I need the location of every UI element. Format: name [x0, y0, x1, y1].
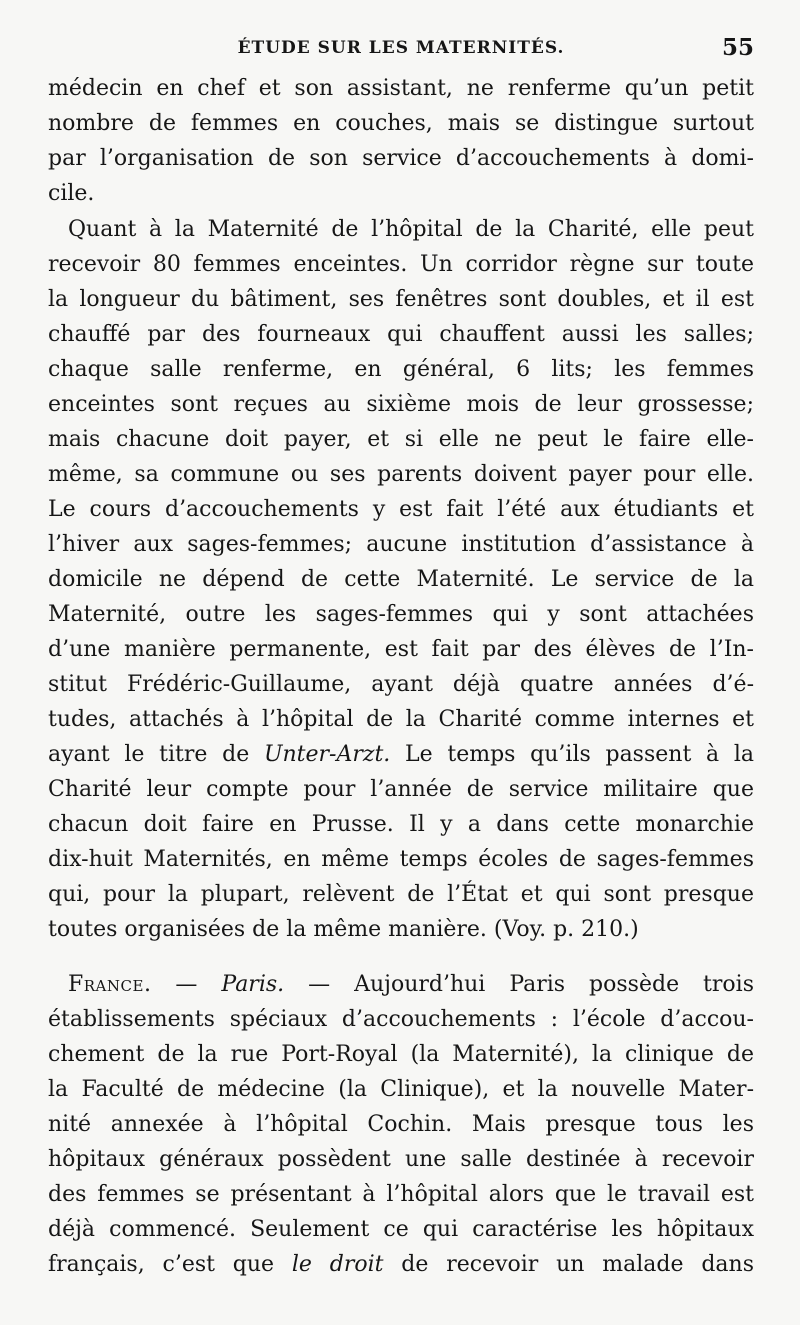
line-segment: de recevoir un malade dans — [383, 1252, 754, 1277]
country-heading: France. — [68, 972, 152, 997]
text-line: des femmes se présentant à l’hôpital alors que le travail est — [48, 1182, 754, 1207]
text-line: établissements spéciaux d’accouchements : l’école d’accou- — [48, 1007, 754, 1032]
line-segment: français, c’est que — [48, 1252, 292, 1277]
line-segment: Le temps qu’ils passent à la — [390, 742, 754, 767]
running-title: ÉTUDE SUR LES MATERNITÉS. — [237, 38, 565, 58]
text-line — [48, 1248, 754, 1282]
text-line: domicile ne dépend de cette Maternité. Le service de la — [48, 567, 754, 592]
text-line: médecin en chef et son assistant, ne renferme qu’un petit — [48, 76, 754, 101]
text-line: qui, pour la plupart, relèvent de l’État et qui sont presque — [48, 882, 754, 907]
text-line: la Faculté de médecine (la Clinique), et la nouvelle Mater- — [48, 1077, 754, 1102]
text-line: Maternité, outre les sages-femmes qui y sont attachées — [48, 602, 754, 627]
text-line: cile. — [48, 181, 95, 206]
dash: — — [151, 972, 222, 997]
text-line: chauffé par des fourneaux qui chauffent aussi les salles; — [48, 322, 754, 347]
city-heading: Paris. — [221, 972, 285, 997]
text-line: nombre de femmes en couches, mais se distingue surtout — [48, 111, 754, 136]
text-line — [48, 738, 754, 772]
text-line: dix-huit Maternités, en même temps écoles de sages-femmes — [48, 847, 754, 872]
page-number: 55 — [721, 34, 754, 61]
text-line: hôpitaux généraux possèdent une salle destinée à recevoir — [48, 1147, 754, 1172]
italic-term: le droit — [291, 1252, 384, 1277]
text-line: recevoir 80 femmes enceintes. Un corridor règne sur toute — [48, 252, 754, 277]
text-line: par l’organisation de son service d’accouchements à domi- — [48, 146, 754, 171]
text-line: mais chacune doit payer, et si elle ne peut le faire elle- — [48, 427, 754, 452]
line-segment: — Aujourd’hui Paris possède trois — [284, 972, 754, 997]
text-line: l’hiver aux sages-femmes; aucune institution d’assistance à — [48, 532, 754, 557]
paragraph-first-line: Quant à la Maternité de l’hôpital de la Charité, elle peut — [68, 217, 754, 242]
text-line: toutes organisées de la même manière. (Voy. p. 210.) — [48, 917, 639, 942]
text-line: Le cours d’accouchements y est fait l’été aux étudiants et — [48, 497, 754, 522]
text-line: déjà commencé. Seulement ce qui caractérise les hôpitaux — [48, 1217, 754, 1242]
text-line: enceintes sont reçues au sixième mois de leur grossesse; — [48, 392, 754, 417]
text-line: chement de la rue Port-Royal (la Maternité), la clinique de — [48, 1042, 754, 1067]
line-segment: ayant le titre de — [48, 742, 264, 767]
italic-term: Unter-Arzt. — [263, 742, 391, 767]
paragraph-first-line — [68, 968, 754, 1002]
text-line: même, sa commune ou ses parents doivent payer pour elle. — [48, 462, 754, 487]
text-line: chacun doit faire en Prusse. Il y a dans cette monarchie — [48, 812, 754, 837]
text-line: Charité leur compte pour l’année de service militaire que — [48, 777, 754, 802]
text-line: nité annexée à l’hôpital Cochin. Mais presque tous les — [48, 1112, 754, 1137]
text-line: tudes, attachés à l’hôpital de la Charité comme internes et — [48, 707, 754, 732]
text-line: la longueur du bâtiment, ses fenêtres sont doubles, et il est — [48, 287, 754, 312]
text-line: stitut Frédéric-Guillaume, ayant déjà quatre années d’é- — [48, 672, 754, 697]
page-header — [48, 34, 754, 64]
text-line: d’une manière permanente, est fait par des élèves de l’In- — [48, 637, 754, 662]
text-line: chaque salle renferme, en général, 6 lits; les femmes — [48, 357, 754, 382]
